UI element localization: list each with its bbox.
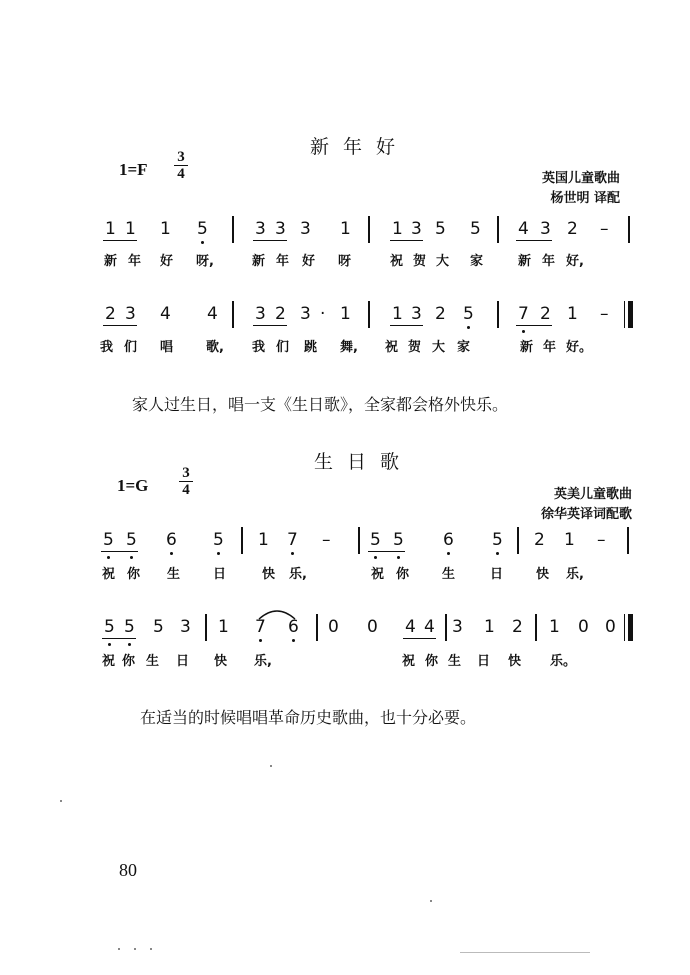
beam-underline: [101, 551, 138, 552]
bar-line: [205, 614, 207, 641]
lyric-syllable: 贺: [408, 340, 422, 355]
lower-octave-dot: [217, 552, 220, 555]
bar-line: [497, 301, 499, 328]
lyric-syllable: 唱: [160, 340, 174, 355]
song1-key: 1=F: [119, 160, 148, 179]
note: 7: [518, 304, 529, 324]
beam-underline: [390, 240, 423, 241]
note: 1: [218, 617, 229, 637]
bar-line: [535, 614, 537, 641]
lower-octave-dot: [397, 556, 400, 559]
song2-title: 生日歌: [314, 451, 414, 473]
song2-time-den: 4: [182, 482, 190, 498]
song2-time-signature: [179, 466, 193, 497]
lyric-syllable: 你: [396, 567, 410, 582]
note: 4: [518, 219, 529, 239]
beam-underline: [403, 638, 436, 639]
song1-line1-lyrics: [0, 250, 690, 274]
page-number: 80: [119, 860, 137, 880]
beam-underline: [516, 325, 552, 326]
beam-underline: [368, 551, 405, 552]
lyric-syllable: 贺: [413, 254, 427, 269]
lyric-syllable: 跳: [304, 340, 318, 355]
lyric-syllable: 好: [160, 254, 174, 269]
lyric-syllable: 年: [128, 254, 142, 269]
note: 6: [166, 530, 177, 550]
lower-octave-dot: [107, 556, 110, 559]
song2-credit-2: 徐华英译词配歌: [540, 507, 632, 522]
song1-credit-2: 杨世明 译配: [550, 191, 620, 206]
beam-underline: [516, 240, 552, 241]
prose-paragraph-2: 在适当的时候唱唱革命历史歌曲，也十分必要。: [140, 708, 477, 727]
note: 2: [512, 617, 523, 637]
lyric-syllable: 乐,: [254, 654, 272, 669]
lyric-syllable: 家: [470, 254, 484, 269]
lyric-syllable: 日: [176, 654, 190, 669]
lyric-syllable: 歌,: [206, 340, 224, 355]
lower-octave-dot: [201, 241, 204, 244]
lyric-syllable: 呀: [338, 254, 352, 269]
lyric-syllable: 新: [252, 254, 266, 269]
note: 1: [392, 304, 403, 324]
lyric-syllable: 们: [124, 340, 138, 355]
lyric-syllable: 生: [167, 567, 181, 582]
bar-line: [445, 614, 447, 641]
lyric-syllable: 呀,: [196, 254, 214, 269]
note: 1: [484, 617, 495, 637]
lyric-syllable: 舞,: [340, 340, 358, 355]
note: 3: [452, 617, 463, 637]
lyric-syllable: 们: [276, 340, 290, 355]
beam-underline: [390, 325, 423, 326]
lyric-syllable: 快: [214, 654, 228, 669]
note: –: [600, 219, 609, 239]
lyric-syllable: 年: [542, 254, 556, 269]
lyric-syllable: 我: [252, 340, 266, 355]
song1-time-den: 4: [177, 166, 185, 182]
beam-underline: [253, 325, 287, 326]
lyric-syllable: 日: [213, 567, 227, 582]
lower-octave-dot: [522, 330, 525, 333]
note: 5: [463, 304, 474, 324]
note: 1: [125, 219, 136, 239]
song1-credit-1: 英国儿童歌曲: [541, 171, 620, 186]
beam-underline: [103, 240, 137, 241]
lower-octave-dot: [467, 326, 470, 329]
note: 5: [435, 219, 446, 239]
note: 5: [153, 617, 164, 637]
lyric-syllable: 好,: [566, 254, 584, 269]
lyric-syllable: 乐。: [550, 654, 577, 669]
lower-octave-dot: [259, 639, 262, 642]
note: 2: [567, 219, 578, 239]
note: 0: [605, 617, 616, 637]
note: 0: [578, 617, 589, 637]
song1-title: 新年好: [310, 136, 410, 158]
note: 6: [443, 530, 454, 550]
song1-line2-lyrics: [0, 336, 690, 360]
lower-octave-dot: [496, 552, 499, 555]
bar-line: [241, 527, 243, 554]
note: 1: [564, 530, 575, 550]
lyric-syllable: 好: [302, 254, 316, 269]
lyric-syllable: 生: [448, 654, 462, 669]
lyric-syllable: 新: [520, 340, 534, 355]
note: 5: [370, 530, 381, 550]
note: 4: [424, 617, 435, 637]
note: 5: [103, 530, 114, 550]
lyric-syllable: 年: [543, 340, 557, 355]
note: 3: [125, 304, 136, 324]
lower-octave-dot: [108, 643, 111, 646]
final-bar-line: [624, 614, 633, 641]
note: 5: [104, 617, 115, 637]
song1-time-signature: [174, 150, 188, 181]
lyric-syllable: 快: [508, 654, 522, 669]
lower-octave-dot: [291, 552, 294, 555]
note: 3: [275, 219, 286, 239]
note: 5: [393, 530, 404, 550]
note: 5: [124, 617, 135, 637]
note: 0: [328, 617, 339, 637]
note: 3: [540, 219, 551, 239]
lyric-syllable: 祝: [385, 340, 399, 355]
note: 0: [367, 617, 378, 637]
note: 2: [435, 304, 446, 324]
note: ·: [320, 304, 326, 324]
bar-line: [628, 216, 630, 243]
lyric-syllable: 日: [490, 567, 504, 582]
bar-line: [358, 527, 360, 554]
lyric-syllable: 祝: [371, 567, 385, 582]
song2-credit-1: 英美儿童歌曲: [553, 487, 632, 502]
note: 6: [288, 617, 299, 637]
note: 5: [126, 530, 137, 550]
note: –: [322, 530, 331, 550]
note: 3: [255, 304, 266, 324]
note: 3: [180, 617, 191, 637]
lyric-syllable: 大: [432, 340, 446, 355]
lyric-syllable: 我: [100, 340, 114, 355]
note: 7: [255, 617, 266, 637]
lower-octave-dot: [292, 639, 295, 642]
lyric-syllable: 家: [457, 340, 471, 355]
note: 3: [255, 219, 266, 239]
song2-key: 1=G: [117, 476, 149, 495]
beam-underline: [102, 638, 136, 639]
lower-octave-dot: [128, 643, 131, 646]
lyric-syllable: 好。: [566, 340, 593, 355]
lyric-syllable: 年: [276, 254, 290, 269]
lyric-syllable: 快: [536, 567, 550, 582]
bar-line: [316, 614, 318, 641]
note: –: [597, 530, 606, 550]
note: 4: [207, 304, 218, 324]
note: 2: [534, 530, 545, 550]
note: 1: [392, 219, 403, 239]
final-bar-line: [624, 301, 633, 328]
note: 5: [197, 219, 208, 239]
note: 1: [160, 219, 171, 239]
lower-octave-dot: [447, 552, 450, 555]
note: 2: [540, 304, 551, 324]
note: 1: [340, 219, 351, 239]
bar-line: [497, 216, 499, 243]
bar-line: [368, 301, 370, 328]
note: 1: [258, 530, 269, 550]
lyric-syllable: 你: [122, 654, 136, 669]
note: 1: [105, 219, 116, 239]
note: 7: [287, 530, 298, 550]
bar-line: [368, 216, 370, 243]
note: 1: [567, 304, 578, 324]
note: 4: [405, 617, 416, 637]
bar-line: [627, 527, 629, 554]
lower-octave-dot: [374, 556, 377, 559]
lyric-syllable: 日: [477, 654, 491, 669]
lyric-syllable: 生: [442, 567, 456, 582]
note: 3: [300, 219, 311, 239]
lyric-syllable: 祝: [102, 567, 116, 582]
note: 2: [275, 304, 286, 324]
song2-line2-lyrics: [0, 650, 690, 674]
song1-time-num: 3: [177, 149, 185, 165]
note: 5: [492, 530, 503, 550]
note: 5: [213, 530, 224, 550]
prose-paragraph-1: 家人过生日，唱一支《生日歌》，全家都会格外快乐。: [132, 395, 509, 414]
bar-line: [232, 216, 234, 243]
note: 5: [470, 219, 481, 239]
lyric-syllable: 快: [262, 567, 276, 582]
beam-underline: [253, 240, 287, 241]
note: 3: [300, 304, 311, 324]
lyric-syllable: 乐,: [289, 567, 307, 582]
lyric-syllable: 你: [127, 567, 141, 582]
bar-line: [517, 527, 519, 554]
note: 1: [549, 617, 560, 637]
lyric-syllable: 乐,: [566, 567, 584, 582]
lower-octave-dot: [170, 552, 173, 555]
bar-line: [232, 301, 234, 328]
note: 2: [105, 304, 116, 324]
beam-underline: [103, 325, 137, 326]
song2-time-num: 3: [182, 465, 190, 481]
note: 3: [411, 304, 422, 324]
lyric-syllable: 祝: [402, 654, 416, 669]
note: 1: [340, 304, 351, 324]
note: 3: [411, 219, 422, 239]
song2-line1-lyrics: [0, 563, 690, 587]
lyric-syllable: 新: [518, 254, 532, 269]
lyric-syllable: 新: [104, 254, 118, 269]
lyric-syllable: 大: [436, 254, 450, 269]
lyric-syllable: 生: [146, 654, 160, 669]
note: 4: [160, 304, 171, 324]
lyric-syllable: 祝: [390, 254, 404, 269]
note: –: [600, 304, 609, 324]
lyric-syllable: 你: [425, 654, 439, 669]
lyric-syllable: 祝: [102, 654, 116, 669]
lower-octave-dot: [130, 556, 133, 559]
